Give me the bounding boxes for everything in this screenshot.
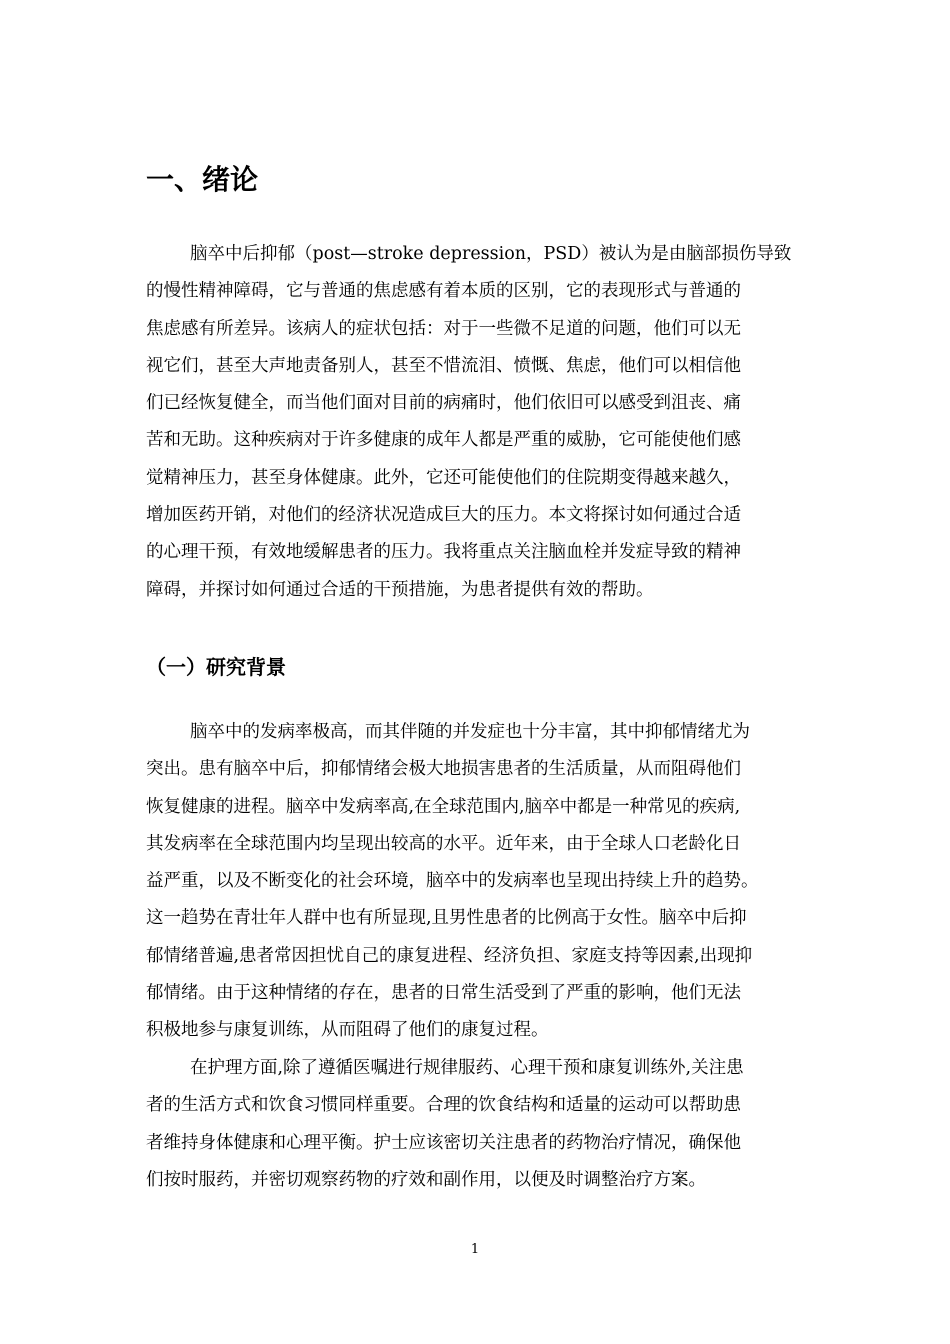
text-line: 视它们，甚至大声地责备别人，甚至不惜流泪、愤慨、焦虑，他们可以相信他	[146, 355, 741, 376]
chapter-heading: 一、绪论	[146, 163, 259, 196]
text-line: 者的生活方式和饮食习惯同样重要。合理的饮食结构和适量的运动可以帮助患	[146, 1095, 741, 1116]
text-line: 郁情绪。由于这种情绪的存在，患者的日常生活受到了严重的影响，他们无法	[146, 983, 741, 1004]
text-line: 者维持身体健康和心理平衡。护士应该密切关注患者的药物治疗情况，确保他	[146, 1132, 741, 1153]
background-paragraph	[146, 714, 811, 1050]
text-line: 突出。患有脑卒中后，抑郁情绪会极大地损害患者的生活质量，从而阻碍他们	[146, 759, 741, 780]
text-line: 们已经恢复健全，而当他们面对目前的病痛时，他们依旧可以感受到沮丧、痛	[146, 393, 741, 414]
intro-paragraph	[146, 236, 811, 609]
text-line: 恢复健康的进程。脑卒中发病率高,在全球范围内,脑卒中都是一种常见的疾病,	[146, 796, 741, 817]
text-line: 们按时服药，并密切观察药物的疗效和副作用，以便及时调整治疗方案。	[146, 1169, 706, 1190]
text-line: 焦虑感有所差异。该病人的症状包括：对于一些微不足道的问题，他们可以无	[146, 318, 741, 339]
text-line: 增加医药开销，对他们的经济状况造成巨大的压力。本文将探讨如何通过合适	[146, 505, 741, 526]
text-line: 的慢性精神障碍，它与普通的焦虑感有着本质的区别，它的表现形式与普通的	[146, 281, 741, 302]
text-line: 郁情绪普遍,患者常因担忧自己的康复进程、经济负担、家庭支持等因素,出现抑	[146, 945, 753, 966]
text-line: 积极地参与康复训练，从而阻碍了他们的康复过程。	[146, 1020, 549, 1041]
text-line: 脑卒中的发病率极高，而其伴随的并发症也十分丰富，其中抑郁情绪尤为	[190, 722, 750, 742]
text-line: 障碍，并探讨如何通过合适的干预措施，为患者提供有效的帮助。	[146, 579, 654, 600]
text-line: 觉精神压力，甚至身体健康。此外，它还可能使他们的住院期变得越来越久，	[146, 467, 741, 488]
text-line: 苦和无助。这种疾病对于许多健康的成年人都是严重的威胁，它可能使他们感	[146, 430, 741, 451]
nursing-paragraph	[146, 1050, 811, 1199]
text-line: 的心理干预，有效地缓解患者的压力。我将重点关注脑血栓并发症导致的精神	[146, 542, 741, 563]
text-line: 这一趋势在青壮年人群中也有所显现,且男性患者的比例高于女性。脑卒中后抑	[146, 908, 747, 929]
text-line: 益严重，以及不断变化的社会环境，脑卒中的发病率也呈现出持续上升的趋势。	[146, 871, 759, 892]
section-heading: （一）研究背景	[146, 655, 286, 679]
text-line: 其发病率在全球范围内均呈现出较高的水平。近年来，由于全球人口老龄化日	[146, 833, 741, 854]
text-line: 在护理方面,除了遵循医嘱进行规律服药、心理干预和康复训练外,关注患	[190, 1058, 744, 1078]
text-line: 脑卒中后抑郁（post—stroke depression，PSD）被认为是由脑部损伤导致	[190, 244, 792, 264]
page-number: 1	[470, 1242, 480, 1257]
